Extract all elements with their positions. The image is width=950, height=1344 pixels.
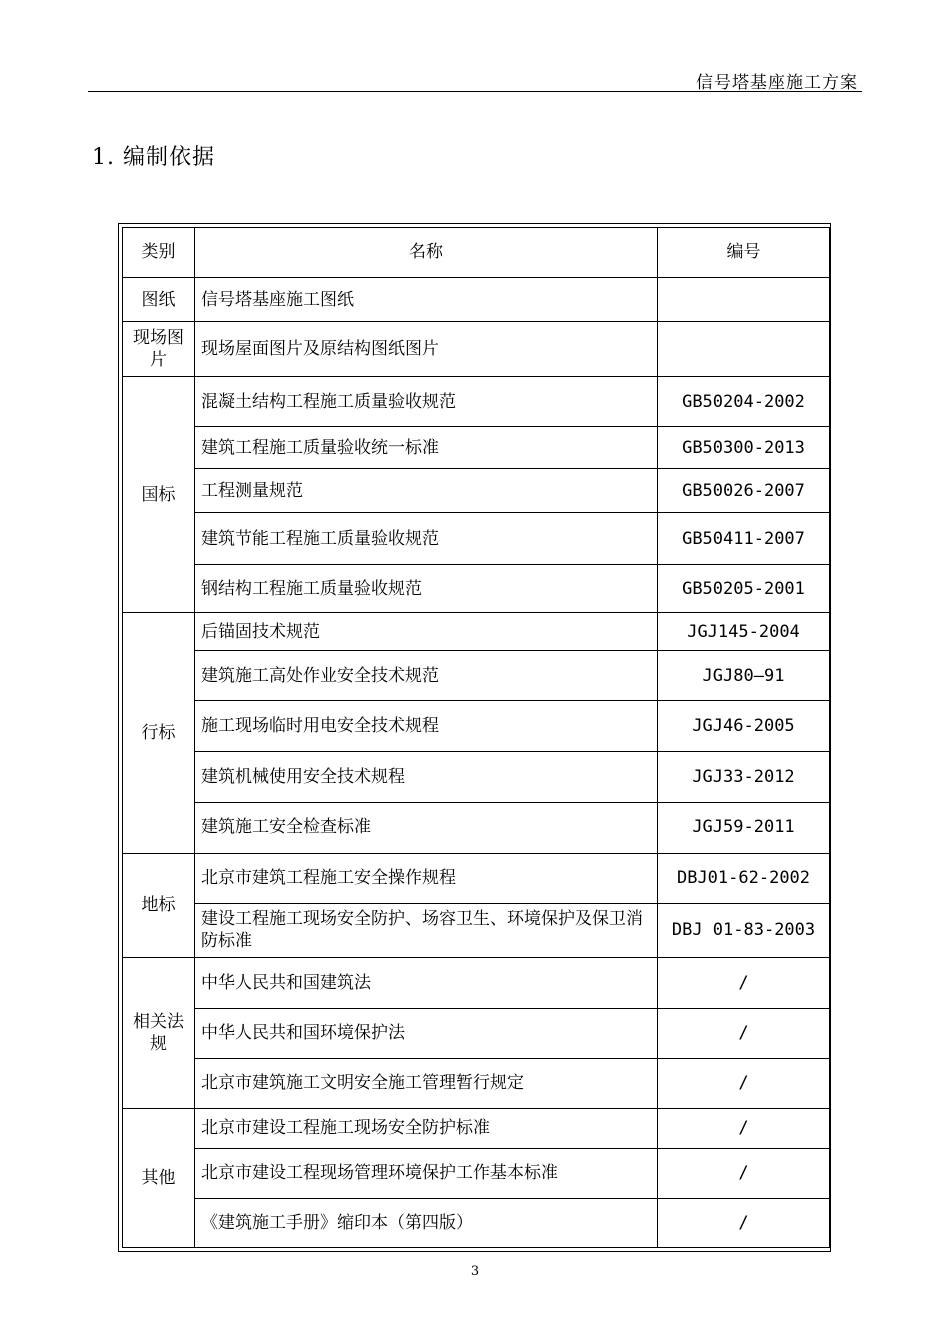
code-cell: GB50204-2002 — [658, 377, 830, 427]
code-cell — [658, 322, 830, 377]
header-code: 编号 — [658, 228, 830, 278]
name-cell: 混凝土结构工程施工质量验收规范 — [195, 377, 658, 427]
code-cell: GB50205-2001 — [658, 565, 830, 613]
name-cell: 北京市建筑施工文明安全施工管理暂行规定 — [195, 1058, 658, 1108]
code-cell: JGJ33-2012 — [658, 752, 830, 802]
name-cell: 现场屋面图片及原结构图纸图片 — [195, 322, 658, 377]
page-number: 3 — [470, 1264, 480, 1279]
name-cell: 北京市建设工程施工现场安全防护标准 — [195, 1108, 658, 1148]
code-cell: JGJ145-2004 — [658, 613, 830, 651]
table-row — [123, 513, 830, 565]
table-row — [123, 853, 830, 903]
header-name: 名称 — [195, 228, 658, 278]
code-cell: / — [658, 1058, 830, 1108]
table-row — [123, 1108, 830, 1148]
code-cell: / — [658, 1148, 830, 1198]
category-cell: 行标 — [123, 613, 195, 853]
name-cell: 建筑工程施工质量验收统一标准 — [195, 427, 658, 469]
table-row — [123, 469, 830, 513]
code-cell: GB50026-2007 — [658, 469, 830, 513]
table-row — [123, 651, 830, 701]
name-cell: 建筑施工高处作业安全技术规范 — [195, 651, 658, 701]
name-cell: 建设工程施工现场安全防护、场容卫生、环境保护及保卫消防标准 — [195, 903, 658, 957]
table-row — [123, 1058, 830, 1108]
category-cell: 地标 — [123, 853, 195, 957]
name-cell: 钢结构工程施工质量验收规范 — [195, 565, 658, 613]
code-cell: GB50300-2013 — [658, 427, 830, 469]
name-cell: 中华人民共和国建筑法 — [195, 957, 658, 1008]
table-row — [123, 957, 830, 1008]
code-cell: JGJ46-2005 — [658, 701, 830, 752]
category-cell: 相关法规 — [123, 957, 195, 1108]
code-cell: / — [658, 1108, 830, 1148]
code-cell: GB50411-2007 — [658, 513, 830, 565]
code-cell: DBJ01-62-2002 — [658, 853, 830, 903]
category-cell: 现场图片 — [123, 322, 195, 377]
category-cell: 其他 — [123, 1108, 195, 1247]
header-category: 类别 — [123, 228, 195, 278]
table-row — [123, 322, 830, 377]
name-cell: 北京市建设工程现场管理环境保护工作基本标准 — [195, 1148, 658, 1198]
name-cell: 建筑节能工程施工质量验收规范 — [195, 513, 658, 565]
code-cell: JGJ80—91 — [658, 651, 830, 701]
code-cell: JGJ59-2011 — [658, 802, 830, 853]
code-cell: / — [658, 957, 830, 1008]
name-cell: 建筑机械使用安全技术规程 — [195, 752, 658, 802]
header-divider — [88, 91, 862, 92]
table-row — [123, 377, 830, 427]
document-header-title: 信号塔基座施工方案 — [696, 73, 858, 93]
table-row — [123, 1008, 830, 1058]
code-cell: DBJ 01-83-2003 — [658, 903, 830, 957]
name-cell: 信号塔基座施工图纸 — [195, 278, 658, 322]
table-header-row — [123, 228, 830, 278]
table-row — [123, 752, 830, 802]
table-row — [123, 1148, 830, 1198]
category-cell: 图纸 — [123, 278, 195, 322]
table-row — [123, 802, 830, 853]
name-cell: 后锚固技术规范 — [195, 613, 658, 651]
code-cell: / — [658, 1198, 830, 1247]
name-cell: 中华人民共和国环境保护法 — [195, 1008, 658, 1058]
table-row — [123, 701, 830, 752]
section-heading: 1. 编制依据 — [92, 145, 215, 170]
table-row — [123, 613, 830, 651]
table-row — [123, 903, 830, 957]
table-row — [123, 427, 830, 469]
basis-table — [122, 227, 830, 1248]
name-cell: 建筑施工安全检查标准 — [195, 802, 658, 853]
name-cell: 北京市建筑工程施工安全操作规程 — [195, 853, 658, 903]
table-row — [123, 1198, 830, 1247]
name-cell: 施工现场临时用电安全技术规程 — [195, 701, 658, 752]
code-cell — [658, 278, 830, 322]
code-cell: / — [658, 1008, 830, 1058]
basis-table-frame — [118, 223, 831, 1252]
table-row — [123, 565, 830, 613]
name-cell: 工程测量规范 — [195, 469, 658, 513]
name-cell: 《建筑施工手册》缩印本（第四版） — [195, 1198, 658, 1247]
category-cell: 国标 — [123, 377, 195, 613]
table-row — [123, 278, 830, 322]
